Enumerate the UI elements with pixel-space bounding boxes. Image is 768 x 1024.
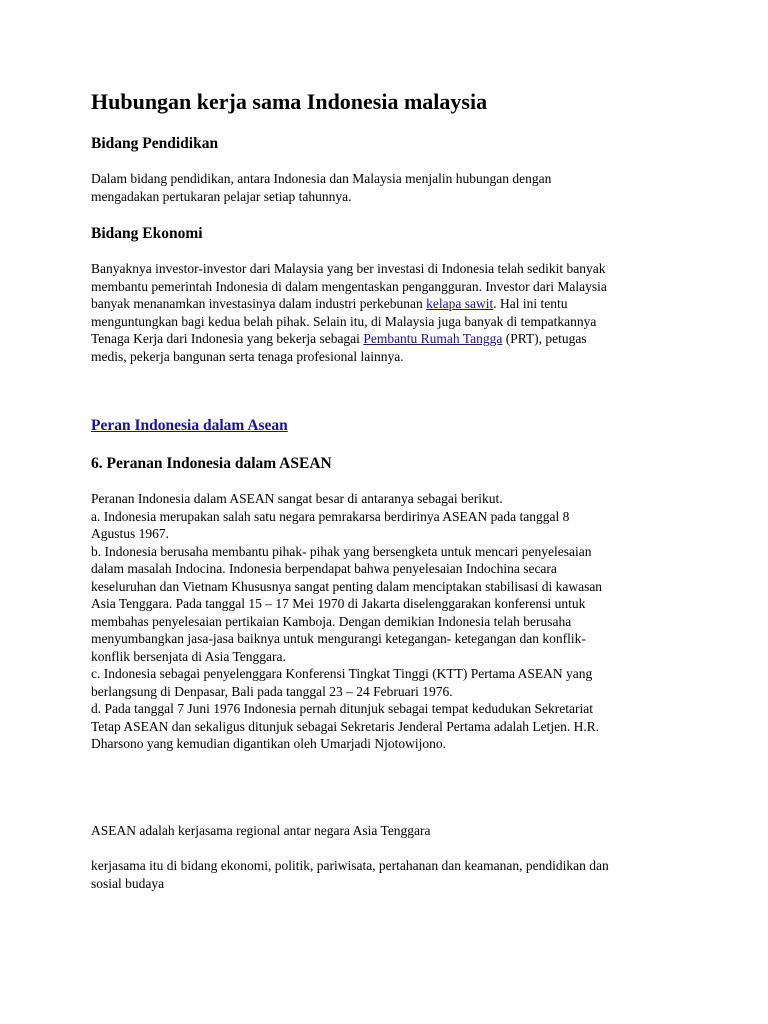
paragraph-asean-definition (91, 822, 431, 840)
peran-indonesia-asean-link[interactable]: Peran Indonesia dalam Asean (91, 417, 288, 434)
kelapa-sawit-link[interactable]: kelapa sawit (426, 296, 494, 311)
paragraph-ekonomi (91, 260, 607, 365)
text-line: Tetap ASEAN dan sekaligus ditunjuk sebagai Sekretaris Jenderal Pertama adalah Letjen. H.R. (91, 718, 600, 734)
text-line: sosial budaya (91, 875, 165, 891)
text-segment: Tenaga Kerja dari Indonesia yang bekerja sebagai (91, 331, 364, 346)
text-line: mengadakan pertukaran pelajar setiap tahunnya. (91, 188, 352, 204)
text-line: berlangsung di Denpasar, Bali pada tanggal 23 – 24 Februari 1976. (91, 683, 453, 699)
text-line: membantu pemerintah Indonesia di dalam mengentaskan pengangguran. Investor dari Malaysia (91, 278, 607, 294)
text-line: medis, pekerja bangunan serta tenaga profesional lainnya. (91, 348, 404, 364)
text-line: c. Indonesia sebagai penyelenggara Konferensi Tingkat Tinggi (KTT) Pertama ASEAN yang (91, 666, 593, 681)
section-heading-ekonomi: Bidang Ekonomi (91, 225, 203, 242)
text-line: Dalam bidang pendidikan, antara Indonesia dan Malaysia menjalin hubungan dengan (91, 171, 552, 186)
text-line: membahas penyelesaian pertikaian Kamboja. Dengan demikian Indonesia telah berusaha (91, 613, 572, 629)
text-segment: (PRT), petugas (502, 331, 587, 346)
page-title: Hubungan kerja sama Indonesia malaysia (91, 89, 488, 114)
paragraph-kerjasama (91, 857, 609, 892)
paragraph-peranan (91, 490, 602, 753)
text-line: Banyaknya investor-investor dari Malaysia yang ber investasi di Indonesia telah sedikit banyak (91, 261, 606, 276)
text-line: menguntungkan bagi kedua belah pihak. Selain itu, di Malaysia juga banyak di tempatkannya (91, 313, 597, 329)
text-line: Peranan Indonesia dalam ASEAN sangat besar di antaranya sebagai berikut. (91, 491, 503, 506)
text-line: Dharsono yang kemudian digantikan oleh Umarjadi Njotowijono. (91, 736, 447, 751)
text-line: d. Pada tanggal 7 Juni 1976 Indonesia pernah ditunjuk sebagai tempat kedudukan Sekretariat (91, 701, 593, 716)
text-line: dalam masalah Indocina. Indonesia berpendapat bahwa penyelesaian Indochina secara (91, 561, 557, 576)
pembantu-rumah-tangga-link[interactable]: Pembantu Rumah Tangga (363, 331, 503, 346)
text-line: Agustus 1967. (91, 526, 170, 541)
text-line: b. Indonesia berusaha membantu pihak- pihak yang bersengketa untuk mencari penyelesaian (91, 543, 592, 559)
peran-indonesia-asean-link-heading (91, 416, 288, 436)
text-line: menyumbangkan jasa-jasa baiknya untuk mengurangi ketegangan- ketegangan dan konflik- (91, 631, 586, 646)
text-line: konflik bersenjata di Asia Tenggara. (91, 648, 286, 664)
text-line: ASEAN adalah kerjasama regional antar negara Asia Tenggara (91, 823, 431, 838)
section-heading-peranan: 6. Peranan Indonesia dalam ASEAN (91, 455, 332, 472)
text-line (91, 330, 607, 348)
text-line: kerjasama itu di bidang ekonomi, politik, pariwisata, pertahanan dan keamanan, pendidikan dan (91, 858, 609, 873)
paragraph-pendidikan (91, 170, 551, 205)
text-segment: . Hal ini tentu (493, 296, 568, 311)
text-line: keseluruhan dan Vietnam Khususnya sangat penting dalam menciptakan stabilisasi di kawasan (91, 578, 603, 594)
text-line (91, 295, 607, 313)
text-line: a. Indonesia merupakan salah satu negara pemrakarsa berdirinya ASEAN pada tanggal 8 (91, 508, 570, 524)
section-heading-pendidikan: Bidang Pendidikan (91, 135, 219, 152)
text-segment: banyak menanamkan investasinya dalam industri perkebunan (91, 296, 427, 311)
text-line: Asia Tenggara. Pada tanggal 15 – 17 Mei 1970 di Jakarta diselenggarakan konferensi untuk (91, 596, 586, 611)
